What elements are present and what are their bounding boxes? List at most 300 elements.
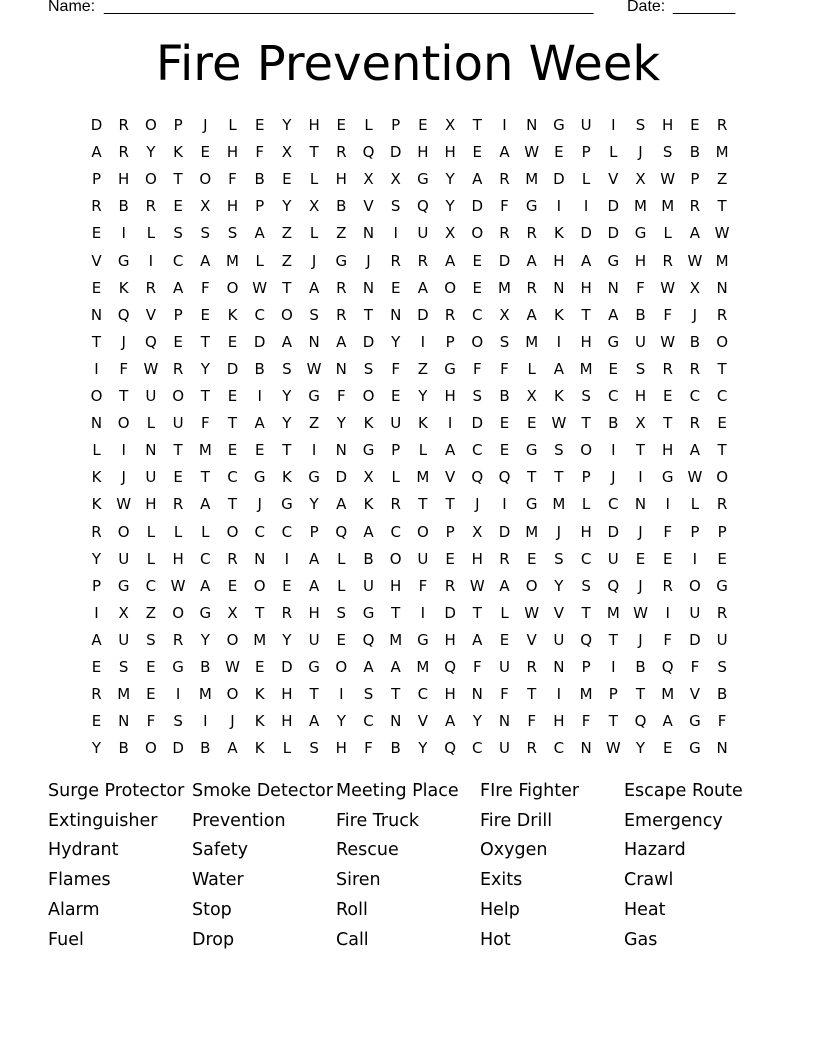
- grid-letter[interactable]: F: [663, 522, 672, 541]
- grid-letter[interactable]: B: [118, 197, 129, 216]
- grid-letter[interactable]: N: [498, 712, 511, 731]
- grid-letter[interactable]: K: [553, 387, 564, 405]
- grid-letter[interactable]: E: [554, 143, 564, 162]
- grid-letter[interactable]: Y: [554, 576, 564, 595]
- grid-letter[interactable]: H: [308, 116, 320, 134]
- grid-letter[interactable]: E: [91, 224, 102, 243]
- grid-letter[interactable]: M: [525, 170, 539, 189]
- grid-letter[interactable]: R: [662, 576, 673, 595]
- grid-letter[interactable]: X: [444, 116, 456, 134]
- grid-letter[interactable]: X: [444, 224, 456, 243]
- grid-letter[interactable]: E: [227, 576, 238, 595]
- grid-letter[interactable]: L: [391, 468, 400, 487]
- grid-letter[interactable]: G: [308, 468, 320, 487]
- grid-letter[interactable]: S: [227, 224, 238, 243]
- grid-letter[interactable]: S: [146, 630, 156, 649]
- grid-letter[interactable]: L: [201, 522, 210, 541]
- grid-letter[interactable]: S: [363, 359, 374, 378]
- grid-letter[interactable]: P: [581, 658, 591, 676]
- grid-letter[interactable]: B: [716, 685, 728, 704]
- grid-letter[interactable]: R: [172, 630, 184, 649]
- grid-letter[interactable]: J: [611, 468, 616, 487]
- grid-letter[interactable]: R: [145, 197, 157, 216]
- grid-letter[interactable]: O: [716, 332, 728, 351]
- grid-letter[interactable]: F: [500, 685, 509, 704]
- grid-letter[interactable]: I: [665, 603, 670, 622]
- grid-letter[interactable]: A: [444, 712, 456, 731]
- grid-letter[interactable]: N: [90, 414, 103, 433]
- grid-letter[interactable]: I: [311, 441, 317, 460]
- grid-letter[interactable]: O: [117, 522, 130, 541]
- grid-letter[interactable]: U: [145, 387, 157, 405]
- grid-letter[interactable]: E: [91, 278, 102, 297]
- grid-letter[interactable]: T: [581, 603, 591, 622]
- grid-letter[interactable]: M: [606, 603, 620, 622]
- grid-letter[interactable]: G: [661, 468, 674, 487]
- grid-letter[interactable]: K: [417, 414, 428, 433]
- grid-letter[interactable]: Z: [308, 414, 320, 433]
- grid-letter[interactable]: F: [255, 143, 264, 162]
- grid-letter[interactable]: R: [716, 305, 728, 324]
- grid-letter[interactable]: J: [638, 630, 643, 649]
- grid-letter[interactable]: T: [282, 441, 292, 460]
- grid-letter[interactable]: V: [363, 197, 374, 216]
- grid-letter[interactable]: N: [607, 278, 619, 297]
- grid-letter[interactable]: I: [692, 549, 698, 568]
- grid-letter[interactable]: T: [309, 143, 319, 162]
- grid-letter[interactable]: E: [472, 251, 483, 270]
- grid-letter[interactable]: B: [635, 658, 646, 676]
- grid-letter[interactable]: X: [472, 522, 483, 541]
- grid-letter[interactable]: X: [689, 278, 701, 297]
- grid-letter[interactable]: Q: [117, 305, 130, 324]
- grid-letter[interactable]: U: [118, 549, 130, 568]
- grid-letter[interactable]: W: [633, 603, 648, 622]
- grid-letter[interactable]: E: [499, 630, 510, 649]
- grid-letter[interactable]: W: [524, 143, 540, 162]
- grid-letter[interactable]: X: [200, 197, 211, 216]
- grid-letter[interactable]: D: [498, 251, 511, 270]
- grid-letter[interactable]: K: [227, 305, 238, 324]
- grid-letter[interactable]: Q: [444, 739, 456, 758]
- grid-letter[interactable]: I: [121, 441, 126, 460]
- grid-letter[interactable]: F: [364, 739, 373, 758]
- grid-letter[interactable]: C: [254, 305, 265, 324]
- grid-letter[interactable]: H: [662, 441, 674, 460]
- grid-letter[interactable]: N: [716, 278, 728, 297]
- grid-letter[interactable]: X: [363, 468, 374, 487]
- grid-letter[interactable]: E: [227, 332, 238, 351]
- grid-letter[interactable]: Z: [145, 603, 157, 622]
- grid-letter[interactable]: I: [502, 116, 507, 134]
- grid-letter[interactable]: M: [525, 522, 539, 541]
- grid-letter[interactable]: E: [146, 685, 156, 704]
- grid-letter[interactable]: H: [390, 576, 402, 595]
- grid-letter[interactable]: E: [390, 278, 401, 297]
- grid-letter[interactable]: M: [579, 685, 593, 704]
- grid-letter[interactable]: E: [526, 549, 537, 568]
- grid-letter[interactable]: N: [254, 549, 266, 568]
- grid-letter[interactable]: T: [173, 441, 183, 460]
- grid-letter[interactable]: V: [417, 712, 429, 731]
- grid-letter[interactable]: T: [472, 116, 482, 134]
- grid-letter[interactable]: A: [689, 224, 701, 243]
- grid-letter[interactable]: U: [172, 414, 184, 433]
- grid-letter[interactable]: A: [444, 441, 456, 460]
- grid-letter[interactable]: N: [308, 332, 320, 351]
- grid-letter[interactable]: W: [687, 468, 703, 487]
- grid-letter[interactable]: F: [636, 278, 645, 297]
- grid-letter[interactable]: R: [716, 603, 728, 622]
- grid-letter[interactable]: K: [553, 224, 564, 243]
- grid-letter[interactable]: N: [362, 224, 375, 243]
- grid-letter[interactable]: H: [662, 116, 674, 134]
- grid-letter[interactable]: I: [665, 495, 670, 514]
- grid-letter[interactable]: R: [336, 143, 347, 162]
- grid-letter[interactable]: R: [444, 576, 456, 595]
- grid-letter[interactable]: K: [281, 468, 292, 487]
- grid-letter[interactable]: R: [145, 278, 157, 297]
- grid-letter[interactable]: W: [687, 251, 703, 270]
- grid-letter[interactable]: R: [227, 549, 238, 568]
- grid-letter[interactable]: A: [91, 143, 102, 162]
- grid-letter[interactable]: Y: [336, 414, 346, 433]
- grid-letter[interactable]: S: [336, 603, 347, 622]
- grid-letter[interactable]: P: [173, 116, 183, 134]
- grid-letter[interactable]: T: [527, 685, 537, 704]
- grid-letter[interactable]: W: [551, 414, 567, 433]
- grid-letter[interactable]: U: [580, 116, 592, 134]
- grid-letter[interactable]: Y: [336, 712, 346, 731]
- grid-letter[interactable]: Y: [472, 712, 482, 731]
- grid-letter[interactable]: E: [200, 143, 211, 162]
- grid-letter[interactable]: U: [607, 549, 619, 568]
- grid-letter[interactable]: W: [306, 359, 322, 378]
- grid-letter[interactable]: O: [416, 522, 429, 541]
- grid-letter[interactable]: O: [471, 332, 484, 351]
- grid-letter[interactable]: W: [524, 603, 540, 622]
- grid-letter[interactable]: V: [689, 685, 701, 704]
- grid-letter[interactable]: A: [336, 332, 347, 351]
- grid-letter[interactable]: A: [526, 305, 537, 324]
- grid-letter[interactable]: C: [553, 739, 565, 758]
- grid-letter[interactable]: J: [638, 522, 643, 541]
- grid-letter[interactable]: Q: [335, 522, 348, 541]
- grid-letter[interactable]: T: [445, 495, 455, 514]
- grid-letter[interactable]: H: [226, 197, 239, 216]
- grid-letter[interactable]: M: [715, 251, 729, 270]
- grid-letter[interactable]: D: [607, 522, 620, 541]
- grid-letter[interactable]: I: [339, 685, 344, 704]
- grid-letter[interactable]: U: [417, 549, 429, 568]
- grid-letter[interactable]: P: [445, 522, 455, 541]
- grid-letter[interactable]: L: [146, 522, 156, 541]
- grid-letter[interactable]: D: [444, 603, 456, 622]
- grid-letter[interactable]: O: [117, 414, 130, 433]
- grid-letter[interactable]: O: [688, 576, 701, 595]
- grid-letter[interactable]: F: [146, 712, 156, 731]
- grid-letter[interactable]: D: [553, 170, 565, 189]
- grid-letter[interactable]: Z: [336, 224, 347, 243]
- grid-letter[interactable]: E: [282, 170, 292, 189]
- grid-letter[interactable]: G: [308, 387, 320, 405]
- grid-letter[interactable]: R: [172, 495, 184, 514]
- grid-letter[interactable]: U: [390, 414, 402, 433]
- grid-letter[interactable]: U: [145, 468, 157, 487]
- grid-letter[interactable]: U: [499, 739, 510, 758]
- grid-letter[interactable]: H: [580, 522, 592, 541]
- grid-letter[interactable]: U: [417, 224, 429, 243]
- grid-letter[interactable]: A: [200, 576, 211, 595]
- grid-letter[interactable]: U: [308, 630, 320, 649]
- grid-letter[interactable]: R: [526, 739, 537, 758]
- grid-letter[interactable]: A: [689, 441, 701, 460]
- grid-letter[interactable]: Y: [635, 739, 646, 758]
- grid-letter[interactable]: J: [257, 495, 262, 514]
- grid-letter[interactable]: L: [581, 170, 591, 189]
- grid-letter[interactable]: E: [336, 630, 347, 649]
- grid-letter[interactable]: G: [117, 576, 130, 595]
- grid-letter[interactable]: E: [445, 549, 455, 568]
- grid-letter[interactable]: C: [417, 685, 429, 704]
- grid-letter[interactable]: Q: [362, 143, 375, 162]
- grid-letter[interactable]: E: [608, 359, 619, 378]
- grid-letter[interactable]: I: [121, 224, 126, 243]
- grid-letter[interactable]: W: [143, 359, 159, 378]
- grid-letter[interactable]: C: [716, 387, 728, 405]
- grid-letter[interactable]: L: [146, 549, 156, 568]
- grid-letter[interactable]: G: [362, 603, 375, 622]
- grid-letter[interactable]: I: [420, 603, 426, 622]
- grid-letter[interactable]: E: [390, 387, 401, 405]
- grid-letter[interactable]: R: [444, 305, 456, 324]
- grid-letter[interactable]: X: [308, 197, 320, 216]
- grid-letter[interactable]: Y: [418, 387, 428, 405]
- grid-letter[interactable]: P: [581, 143, 591, 162]
- grid-letter[interactable]: O: [471, 224, 484, 243]
- grid-letter[interactable]: K: [553, 305, 564, 324]
- grid-letter[interactable]: J: [638, 143, 643, 162]
- grid-letter[interactable]: F: [717, 712, 727, 731]
- grid-letter[interactable]: W: [469, 576, 485, 595]
- grid-letter[interactable]: H: [417, 143, 429, 162]
- grid-letter[interactable]: F: [200, 278, 210, 297]
- grid-letter[interactable]: L: [146, 414, 156, 433]
- grid-letter[interactable]: A: [308, 549, 320, 568]
- grid-letter[interactable]: W: [225, 658, 240, 676]
- grid-letter[interactable]: S: [390, 197, 401, 216]
- grid-letter[interactable]: V: [444, 468, 456, 487]
- grid-letter[interactable]: A: [336, 495, 347, 514]
- grid-letter[interactable]: D: [471, 197, 484, 216]
- grid-letter[interactable]: W: [116, 495, 132, 514]
- grid-letter[interactable]: G: [199, 603, 212, 622]
- grid-letter[interactable]: I: [556, 197, 562, 216]
- grid-letter[interactable]: Y: [91, 739, 102, 758]
- grid-letter[interactable]: T: [635, 685, 646, 704]
- grid-letter[interactable]: O: [253, 576, 266, 595]
- grid-letter[interactable]: S: [581, 387, 591, 405]
- grid-letter[interactable]: L: [309, 170, 319, 189]
- grid-letter[interactable]: D: [172, 739, 184, 758]
- grid-letter[interactable]: N: [716, 739, 728, 758]
- grid-letter[interactable]: A: [200, 495, 211, 514]
- grid-letter[interactable]: I: [611, 441, 616, 460]
- grid-letter[interactable]: R: [336, 305, 347, 324]
- grid-letter[interactable]: I: [393, 224, 398, 243]
- grid-letter[interactable]: B: [608, 414, 619, 433]
- grid-letter[interactable]: S: [472, 387, 483, 405]
- grid-letter[interactable]: T: [581, 414, 591, 433]
- grid-letter[interactable]: M: [579, 359, 593, 378]
- grid-letter[interactable]: T: [91, 332, 102, 351]
- grid-letter[interactable]: M: [198, 441, 212, 460]
- grid-letter[interactable]: S: [173, 712, 183, 731]
- grid-letter[interactable]: Q: [471, 468, 484, 487]
- name-blank-line[interactable]: _______________________________________________________: [104, 0, 594, 15]
- grid-letter[interactable]: O: [280, 305, 293, 324]
- grid-letter[interactable]: H: [580, 332, 592, 351]
- grid-letter[interactable]: C: [172, 251, 184, 270]
- grid-letter[interactable]: W: [660, 170, 676, 189]
- grid-letter[interactable]: M: [198, 685, 212, 704]
- grid-letter[interactable]: R: [526, 278, 537, 297]
- grid-letter[interactable]: B: [254, 359, 265, 378]
- grid-letter[interactable]: E: [200, 305, 211, 324]
- grid-letter[interactable]: Y: [445, 197, 455, 216]
- grid-letter[interactable]: G: [525, 441, 538, 460]
- grid-letter[interactable]: N: [118, 712, 130, 731]
- grid-letter[interactable]: J: [311, 251, 317, 270]
- grid-letter[interactable]: G: [417, 170, 429, 189]
- grid-letter[interactable]: M: [661, 197, 675, 216]
- grid-letter[interactable]: G: [281, 495, 293, 514]
- grid-letter[interactable]: J: [475, 495, 480, 514]
- grid-letter[interactable]: Q: [362, 630, 375, 649]
- grid-letter[interactable]: I: [447, 414, 453, 433]
- grid-letter[interactable]: X: [363, 170, 374, 189]
- grid-letter[interactable]: S: [717, 658, 727, 676]
- grid-letter[interactable]: S: [282, 359, 292, 378]
- grid-letter[interactable]: A: [390, 658, 401, 676]
- grid-letter[interactable]: Q: [144, 332, 157, 351]
- grid-letter[interactable]: N: [526, 116, 538, 134]
- grid-letter[interactable]: P: [690, 522, 700, 541]
- grid-letter[interactable]: R: [689, 197, 701, 216]
- grid-letter[interactable]: G: [689, 712, 701, 731]
- grid-letter[interactable]: E: [717, 549, 727, 568]
- grid-letter[interactable]: T: [608, 712, 618, 731]
- grid-letter[interactable]: Y: [282, 197, 292, 216]
- grid-letter[interactable]: M: [117, 685, 131, 704]
- grid-letter[interactable]: A: [200, 251, 211, 270]
- grid-letter[interactable]: S: [363, 685, 374, 704]
- grid-letter[interactable]: A: [363, 658, 374, 676]
- grid-letter[interactable]: I: [611, 116, 616, 134]
- grid-letter[interactable]: B: [336, 197, 347, 216]
- grid-letter[interactable]: P: [445, 332, 455, 351]
- grid-letter[interactable]: Z: [716, 170, 728, 189]
- grid-letter[interactable]: T: [200, 387, 210, 405]
- grid-letter[interactable]: I: [420, 332, 426, 351]
- grid-letter[interactable]: N: [335, 441, 347, 460]
- grid-letter[interactable]: M: [634, 197, 647, 216]
- grid-letter[interactable]: O: [444, 278, 456, 297]
- grid-letter[interactable]: Q: [498, 468, 511, 487]
- grid-letter[interactable]: Z: [281, 251, 293, 270]
- grid-letter[interactable]: Q: [444, 658, 456, 676]
- grid-letter[interactable]: L: [146, 224, 156, 243]
- grid-letter[interactable]: S: [118, 658, 129, 676]
- grid-letter[interactable]: E: [526, 414, 537, 433]
- grid-letter[interactable]: C: [363, 712, 374, 731]
- grid-letter[interactable]: V: [526, 630, 537, 649]
- grid-letter[interactable]: R: [526, 224, 537, 243]
- grid-letter[interactable]: Y: [418, 739, 428, 758]
- grid-letter[interactable]: K: [254, 712, 265, 731]
- grid-letter[interactable]: H: [553, 251, 565, 270]
- grid-letter[interactable]: T: [635, 441, 646, 460]
- grid-letter[interactable]: J: [230, 712, 235, 731]
- grid-letter[interactable]: Y: [309, 495, 319, 514]
- grid-letter[interactable]: E: [418, 116, 428, 134]
- grid-letter[interactable]: F: [581, 712, 591, 731]
- grid-letter[interactable]: I: [556, 685, 562, 704]
- grid-letter[interactable]: T: [391, 685, 401, 704]
- grid-letter[interactable]: T: [663, 414, 673, 433]
- grid-letter[interactable]: B: [200, 739, 211, 758]
- grid-letter[interactable]: P: [309, 522, 319, 541]
- grid-letter[interactable]: L: [228, 116, 237, 134]
- grid-letter[interactable]: I: [284, 549, 290, 568]
- grid-letter[interactable]: X: [499, 305, 510, 324]
- grid-letter[interactable]: K: [363, 414, 374, 433]
- grid-letter[interactable]: O: [362, 387, 375, 405]
- grid-letter[interactable]: G: [525, 197, 538, 216]
- grid-letter[interactable]: A: [308, 278, 320, 297]
- grid-letter[interactable]: M: [661, 685, 675, 704]
- grid-letter[interactable]: D: [498, 522, 511, 541]
- grid-letter[interactable]: R: [662, 359, 673, 378]
- grid-letter[interactable]: V: [145, 305, 157, 324]
- grid-letter[interactable]: X: [227, 603, 238, 622]
- grid-letter[interactable]: R: [172, 359, 184, 378]
- grid-letter[interactable]: B: [689, 143, 701, 162]
- grid-letter[interactable]: W: [660, 332, 676, 351]
- grid-letter[interactable]: G: [172, 658, 184, 676]
- grid-letter[interactable]: X: [526, 387, 537, 405]
- grid-letter[interactable]: G: [335, 251, 348, 270]
- grid-letter[interactable]: O: [389, 549, 402, 568]
- grid-letter[interactable]: O: [144, 739, 157, 758]
- grid-letter[interactable]: H: [281, 685, 293, 704]
- grid-letter[interactable]: N: [390, 712, 402, 731]
- grid-letter[interactable]: I: [556, 332, 562, 351]
- grid-letter[interactable]: O: [199, 170, 212, 189]
- grid-letter[interactable]: F: [690, 658, 700, 676]
- grid-letter[interactable]: Q: [607, 576, 620, 595]
- grid-letter[interactable]: A: [281, 332, 293, 351]
- grid-letter[interactable]: D: [607, 197, 620, 216]
- grid-letter[interactable]: E: [635, 549, 646, 568]
- grid-letter[interactable]: Y: [282, 414, 292, 433]
- grid-letter[interactable]: M: [552, 495, 566, 514]
- grid-letter[interactable]: R: [281, 603, 293, 622]
- grid-letter[interactable]: C: [145, 576, 157, 595]
- grid-letter[interactable]: J: [692, 305, 698, 324]
- grid-letter[interactable]: C: [472, 305, 483, 324]
- grid-letter[interactable]: W: [170, 576, 186, 595]
